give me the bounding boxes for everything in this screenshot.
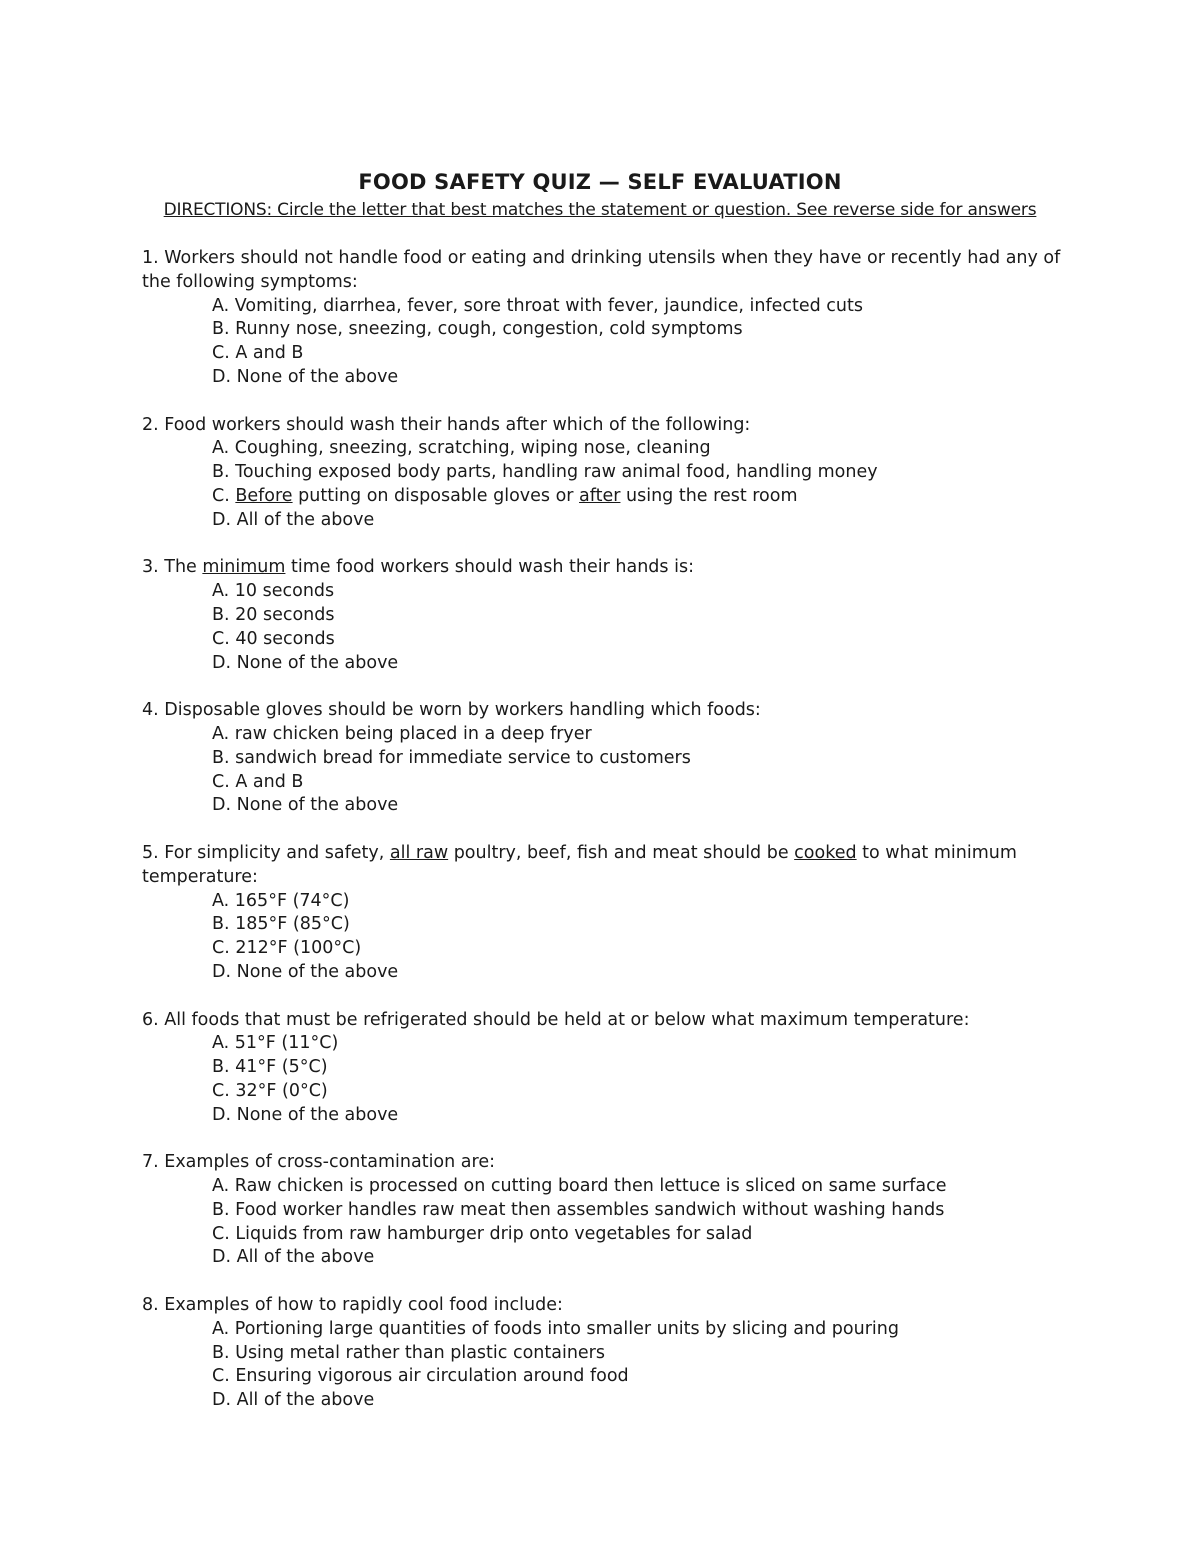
question-3-option-d[interactable]: D. None of the above bbox=[212, 652, 399, 673]
stem-suffix: to what minimum temperature: bbox=[142, 842, 1017, 887]
question-8 bbox=[142, 1294, 1062, 1413]
stem-prefix: 5. For simplicity and safety, bbox=[142, 842, 390, 863]
question-6 bbox=[142, 1009, 1062, 1128]
question-6-option-b[interactable]: B. 41°F (5°C) bbox=[212, 1057, 328, 1078]
question-6-option-c[interactable]: C. 32°F (0°C) bbox=[212, 1080, 328, 1101]
question-8-stem: 8. Examples of how to rapidly cool food include: bbox=[142, 1295, 563, 1316]
underlined-cooked: cooked bbox=[794, 842, 857, 863]
question-7-stem: 7. Examples of cross-contamination are: bbox=[142, 1152, 495, 1173]
question-3 bbox=[142, 556, 1062, 675]
stem-suffix: time food workers should wash their hands is: bbox=[285, 557, 694, 578]
option-c-middle: putting on disposable gloves or bbox=[292, 485, 580, 506]
question-1-option-c[interactable]: C. A and B bbox=[212, 343, 304, 364]
option-c-suffix: using the rest room bbox=[620, 485, 798, 506]
question-5-option-b[interactable]: B. 185°F (85°C) bbox=[212, 914, 350, 935]
question-1-option-a[interactable]: A. Vomiting, diarrhea, fever, sore throat with fever, jaundice, infected cuts bbox=[212, 295, 864, 316]
question-5 bbox=[142, 842, 1062, 985]
question-7 bbox=[142, 1151, 1062, 1270]
question-list bbox=[142, 247, 1062, 1437]
question-1-option-b[interactable]: B. Runny nose, sneezing, cough, congestion, cold symptoms bbox=[212, 319, 743, 340]
question-3-option-a[interactable]: A. 10 seconds bbox=[212, 581, 335, 602]
question-1-option-d[interactable]: D. None of the above bbox=[212, 366, 399, 387]
page-title: FOOD SAFETY QUIZ — SELF EVALUATION bbox=[358, 170, 842, 194]
question-3-option-c[interactable]: C. 40 seconds bbox=[212, 628, 335, 649]
question-8-option-b[interactable]: B. Using metal rather than plastic containers bbox=[212, 1342, 605, 1363]
question-4-stem: 4. Disposable gloves should be worn by workers handling which foods: bbox=[142, 700, 761, 721]
question-2-option-b[interactable]: B. Touching exposed body parts, handling raw animal food, handling money bbox=[212, 462, 878, 483]
underlined-after: after bbox=[579, 485, 621, 506]
question-5-option-d[interactable]: D. None of the above bbox=[212, 961, 399, 982]
underlined-minimum: minimum bbox=[202, 557, 286, 578]
question-1 bbox=[142, 247, 1062, 390]
question-8-option-c[interactable]: C. Ensuring vigorous air circulation around food bbox=[212, 1366, 629, 1387]
question-7-option-c[interactable]: C. Liquids from raw hamburger drip onto vegetables for salad bbox=[212, 1223, 753, 1244]
question-8-option-d[interactable]: D. All of the above bbox=[212, 1390, 375, 1411]
question-7-option-d[interactable]: D. All of the above bbox=[212, 1247, 375, 1268]
underlined-all-raw: all raw bbox=[389, 842, 449, 863]
option-c-prefix: C. bbox=[212, 485, 236, 506]
question-3-option-b[interactable]: B. 20 seconds bbox=[212, 604, 335, 625]
question-5-stem bbox=[142, 842, 1062, 890]
question-6-stem: 6. All foods that must be refrigerated should be held at or below what maximum temperature: bbox=[142, 1009, 970, 1030]
question-6-option-d[interactable]: D. None of the above bbox=[212, 1104, 399, 1125]
question-8-option-a[interactable]: A. Portioning large quantities of foods into smaller units by slicing and pouring bbox=[212, 1318, 899, 1339]
question-4-option-b[interactable]: B. sandwich bread for immediate service to customers bbox=[212, 747, 691, 768]
question-4-option-a[interactable]: A. raw chicken being placed in a deep fryer bbox=[212, 723, 592, 744]
stem-middle: poultry, beef, fish and meat should be bbox=[448, 842, 795, 863]
question-2-stem: 2. Food workers should wash their hands after which of the following: bbox=[142, 414, 751, 435]
question-5-option-a[interactable]: A. 165°F (74°C) bbox=[212, 890, 350, 911]
question-1-stem: 1. Workers should not handle food or eating and drinking utensils when they have or recently had any of the following symptoms: bbox=[142, 248, 1061, 292]
question-4 bbox=[142, 699, 1062, 818]
question-6-option-a[interactable]: A. 51°F (11°C) bbox=[212, 1033, 339, 1054]
question-2-option-c[interactable] bbox=[212, 485, 1062, 509]
question-2-option-a[interactable]: A. Coughing, sneezing, scratching, wiping nose, cleaning bbox=[212, 438, 711, 459]
question-2 bbox=[142, 414, 1062, 533]
question-7-option-a[interactable]: A. Raw chicken is processed on cutting board then lettuce is sliced on same surface bbox=[212, 1176, 947, 1197]
question-5-option-c[interactable]: C. 212°F (100°C) bbox=[212, 938, 362, 959]
stem-prefix: 3. The bbox=[142, 557, 203, 578]
question-3-stem bbox=[142, 556, 1062, 580]
underlined-before: Before bbox=[235, 485, 293, 506]
question-4-option-d[interactable]: D. None of the above bbox=[212, 795, 399, 816]
question-4-option-c[interactable]: C. A and B bbox=[212, 771, 304, 792]
question-7-option-b[interactable]: B. Food worker handles raw meat then assembles sandwich without washing hands bbox=[212, 1199, 945, 1220]
directions: DIRECTIONS: Circle the letter that best matches the statement or question. See reverse side for answers bbox=[163, 200, 1037, 220]
question-2-option-d[interactable]: D. All of the above bbox=[212, 509, 375, 530]
